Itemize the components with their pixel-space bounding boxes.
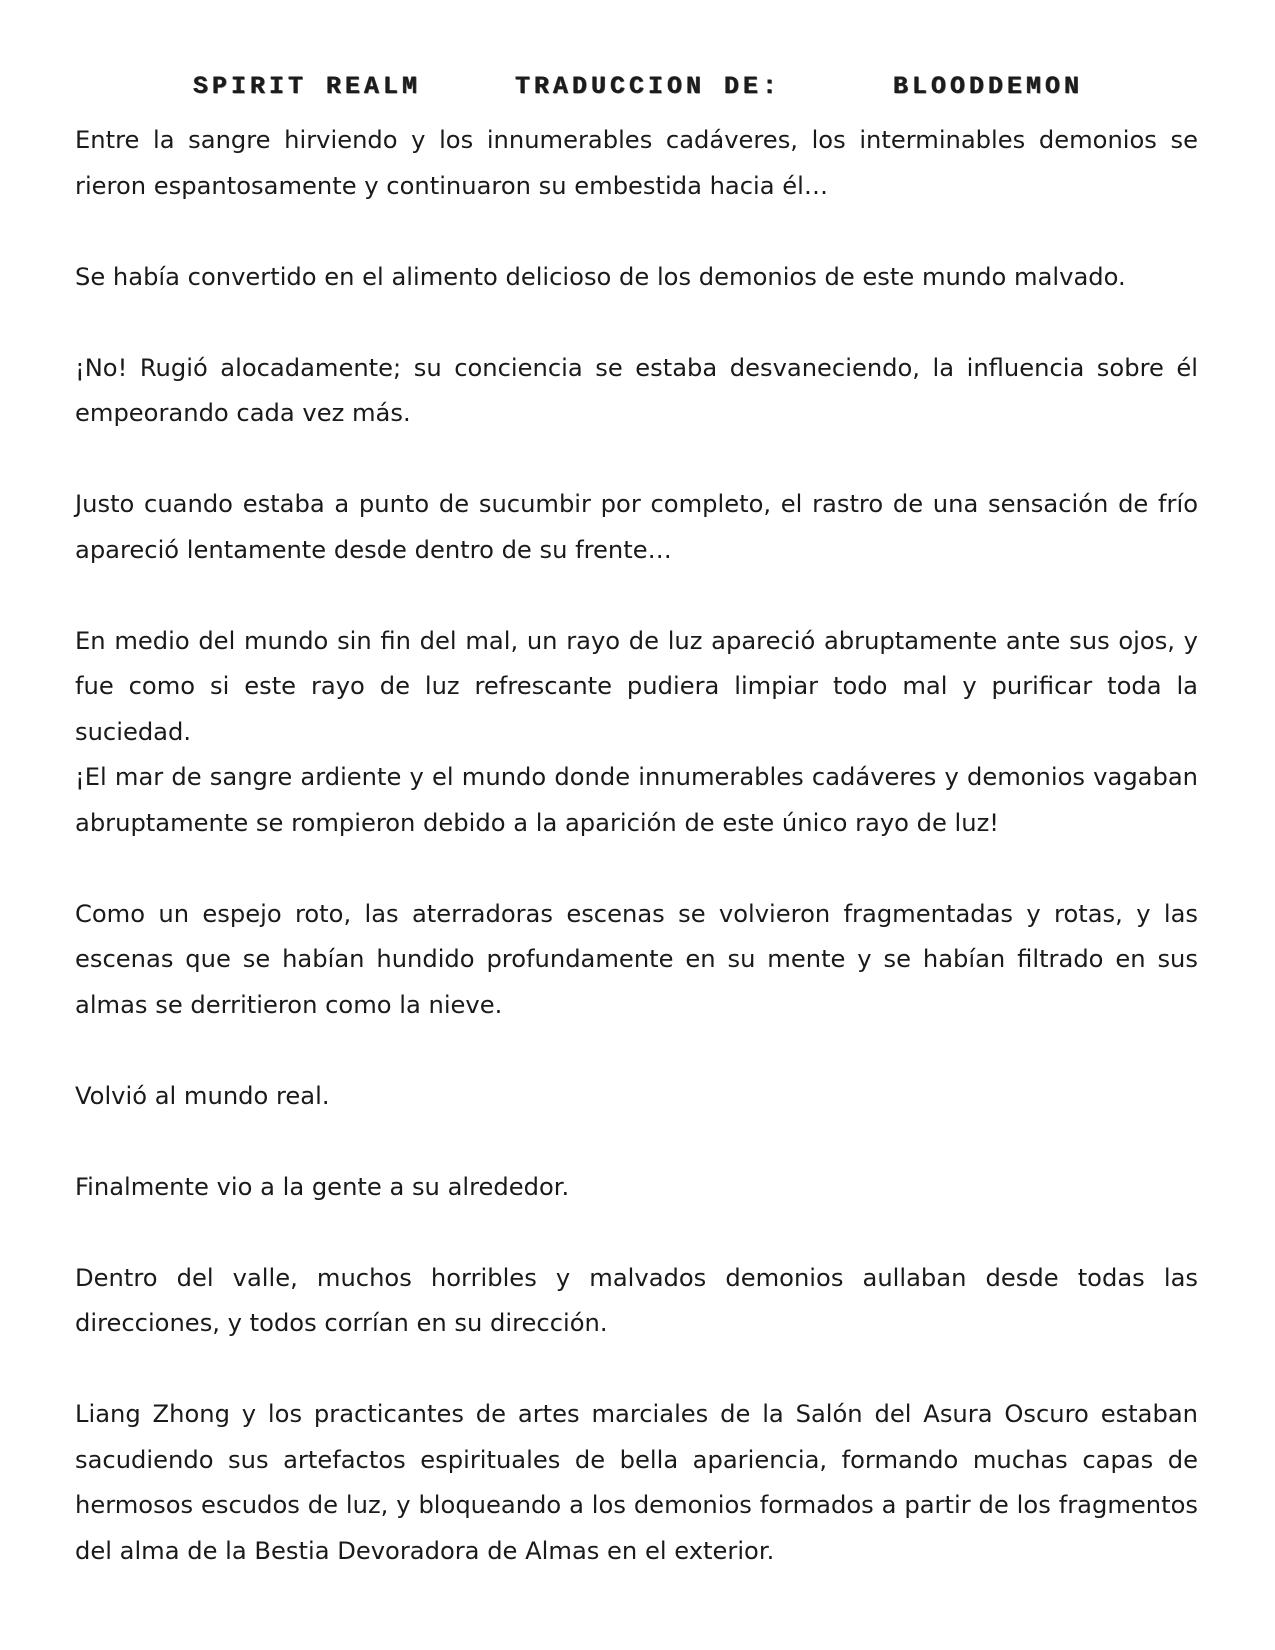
paragraph: ¡No! Rugió alocadamente; su conciencia se estaba desvaneciendo, la influencia sobre él empeorando cada vez más. <box>75 353 1198 427</box>
paragraph: Dentro del valle, muchos horribles y malvados demonios aullaban desde todas las direcciones, y todos corrían en su dirección. <box>75 1263 1198 1337</box>
document-body <box>75 118 1198 1620</box>
paragraph: Finalmente vio a la gente a su alrededor. <box>75 1172 570 1201</box>
paragraph: Se había convertido en el alimento delicioso de los demonios de este mundo malvado. <box>75 262 1126 291</box>
paragraph: Volvió al mundo real. <box>75 1081 330 1110</box>
page-header <box>0 72 1275 112</box>
paragraph: ¡El mar de sangre ardiente y el mundo donde innumerables cadáveres y demonios vagaban abruptamente se rompieron debido a la aparición de este único rayo de luz! <box>75 763 1198 837</box>
header-translation-label: TRADUCCION DE: <box>515 72 782 101</box>
paragraph: Liang Zhong y los practicantes de artes marciales de la Salón del Asura Oscuro estaban sacudiendo sus artefactos espirituales de bella apariencia, formando muchas capas de hermosos escudos de luz, y bloqueando a los demonios formados a partir de los fragmentos del alma de la Bestia Devoradora de Almas en el exterior. <box>75 1400 1198 1565</box>
header-series-title: SPIRIT REALM <box>193 72 422 101</box>
header-translator-name: BLOODDEMON <box>893 72 1084 101</box>
paragraph: Entre la sangre hirviendo y los innumerables cadáveres, los interminables demonios se rieron espantosamente y continuaron su embestida hacia él… <box>75 126 1198 200</box>
paragraph: En medio del mundo sin fin del mal, un rayo de luz apareció abruptamente ante sus ojos, y fue como si este rayo de luz refrescante pudiera limpiar todo mal y purificar toda la suciedad. <box>75 626 1198 746</box>
paragraph: Como un espejo roto, las aterradoras escenas se volvieron fragmentadas y rotas, y las escenas que se habían hundido profundamente en su mente y se habían filtrado en sus almas se derritieron como la nieve. <box>75 899 1198 1019</box>
paragraph: Justo cuando estaba a punto de sucumbir por completo, el rastro de una sensación de frío apareció lentamente desde dentro de su frente… <box>75 490 1198 564</box>
